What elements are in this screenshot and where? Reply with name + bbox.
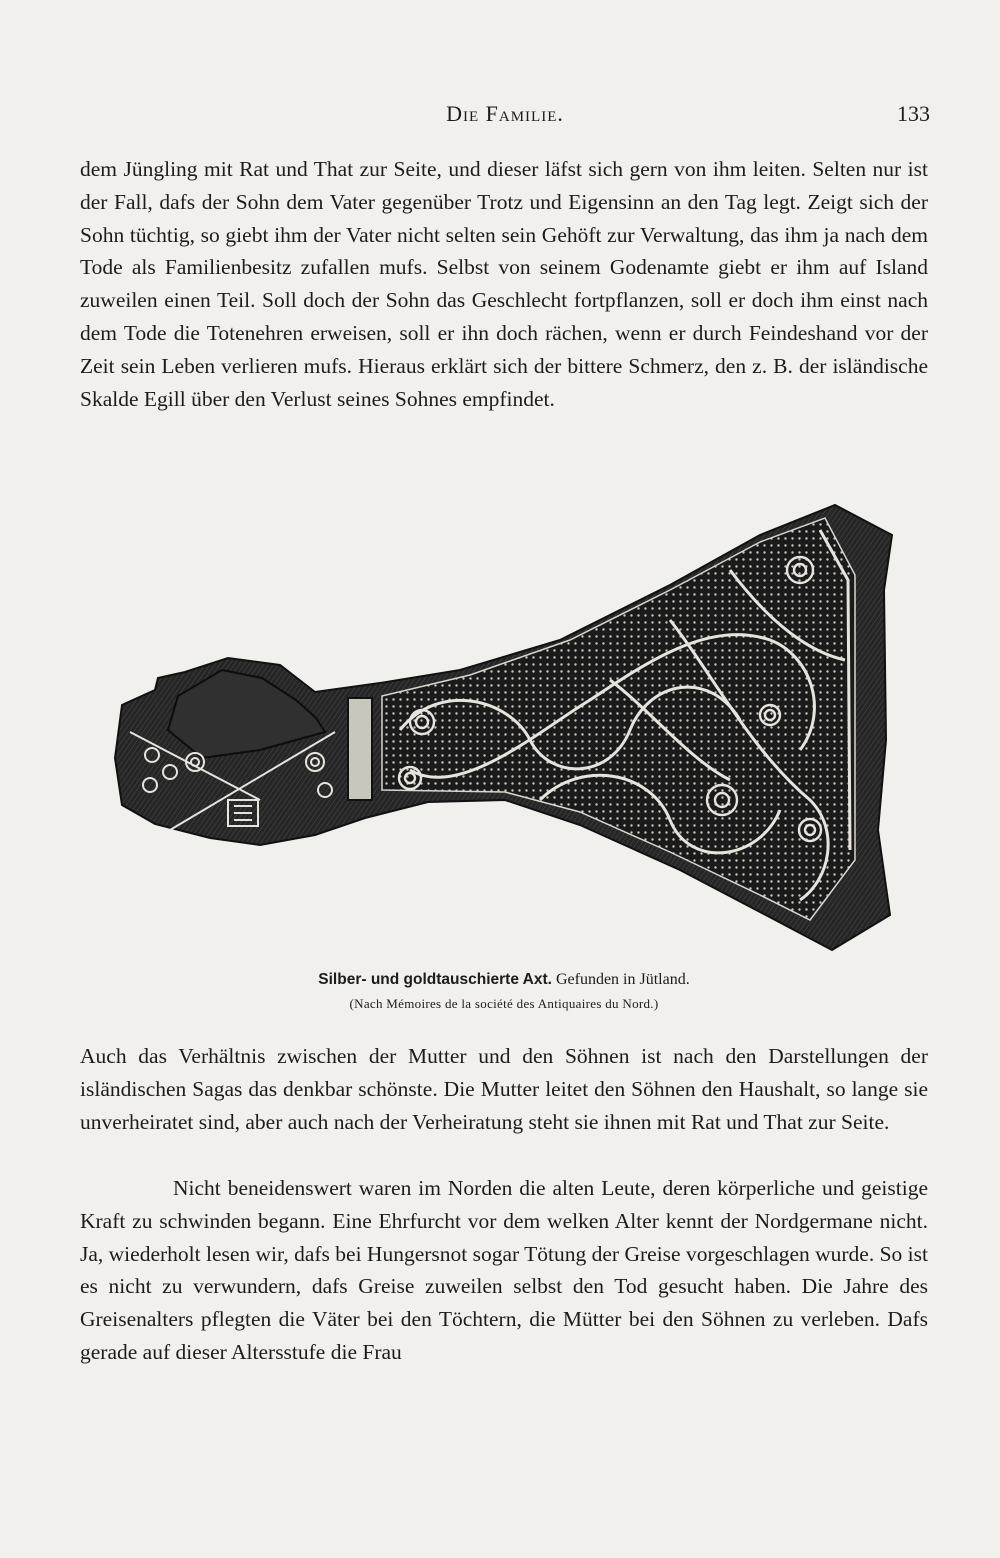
paragraph-2: Auch das Verhältnis zwischen der Mutter und den Söhnen ist nach den Darstellungen der isländischen Sagas das denkbar schönste. Die Mutter leitet den Söhnen den Haushalt, so lange sie unverheiratet sind, aber auch nach der Verheiratung steht sie ihnen mit Rat und That zur Seite. (80, 1044, 928, 1134)
paragraph-3: Nicht beneidenswert waren im Norden die alten Leute, deren körperliche und geistige Kraft zu schwinden begann. Eine Ehrfurcht vor dem welken Alter kennt der Nordgermane nicht. Ja, wiederholt lesen wir, dafs bei Hungersnot sogar Tötung der Greise vorgeschlagen wurde. So ist es nicht zu verwundern, dafs Greise zuweilen selbst den Tod gesucht haben. Die Jahre des Greisenalters pflegten die Väter bei den Töchtern, die Mütter bei den Söhnen zu verleben. Dafs gerade auf dieser Altersstufe die Frau (80, 1176, 928, 1364)
paragraph-1: dem Jüngling mit Rat und That zur Seite, und dieser läfst sich gern von ihm leiten. Selten nur ist der Fall, dafs der Sohn dem Vater gegenüber Trotz und Eigensinn an den Tag legt. Zeigt sich der Sohn tüchtig, so giebt ihm der Vater nicht selten sein Gehöft zur Verwaltung, das ihm ja nach dem Tode als Familienbesitz zufallen mufs. Selbst von seinem Godenamte giebt er ihm auf Island zuweilen einen Teil. Soll doch der Sohn das Geschlecht fortpflanzen, soll er doch ihm einst nach dem Tode die Totenehren erweisen, soll er ihn doch rächen, wenn er durch Feindeshand vor der Zeit sein Leben verlieren mufs. Hieraus erklärt sich der bittere Schmerz, den z. B. der isländische Skalde Egill über den Verlust seines Sohnes empfindet. (80, 157, 928, 411)
caption-find: Gefunden in Jütland. (555, 971, 690, 988)
figure-caption (80, 971, 928, 989)
caption-title: Silber- und goldtauschierte Axt. (318, 971, 552, 988)
caption-source: (Nach Mémoires de la société des Antiquaires du Nord.) (349, 996, 659, 1011)
axe-illustration (110, 500, 900, 955)
page-header (80, 101, 930, 131)
page-number: 133 (897, 101, 930, 126)
running-title: Die Familie. (446, 101, 564, 126)
inlaid-axe-engraving (110, 500, 900, 955)
